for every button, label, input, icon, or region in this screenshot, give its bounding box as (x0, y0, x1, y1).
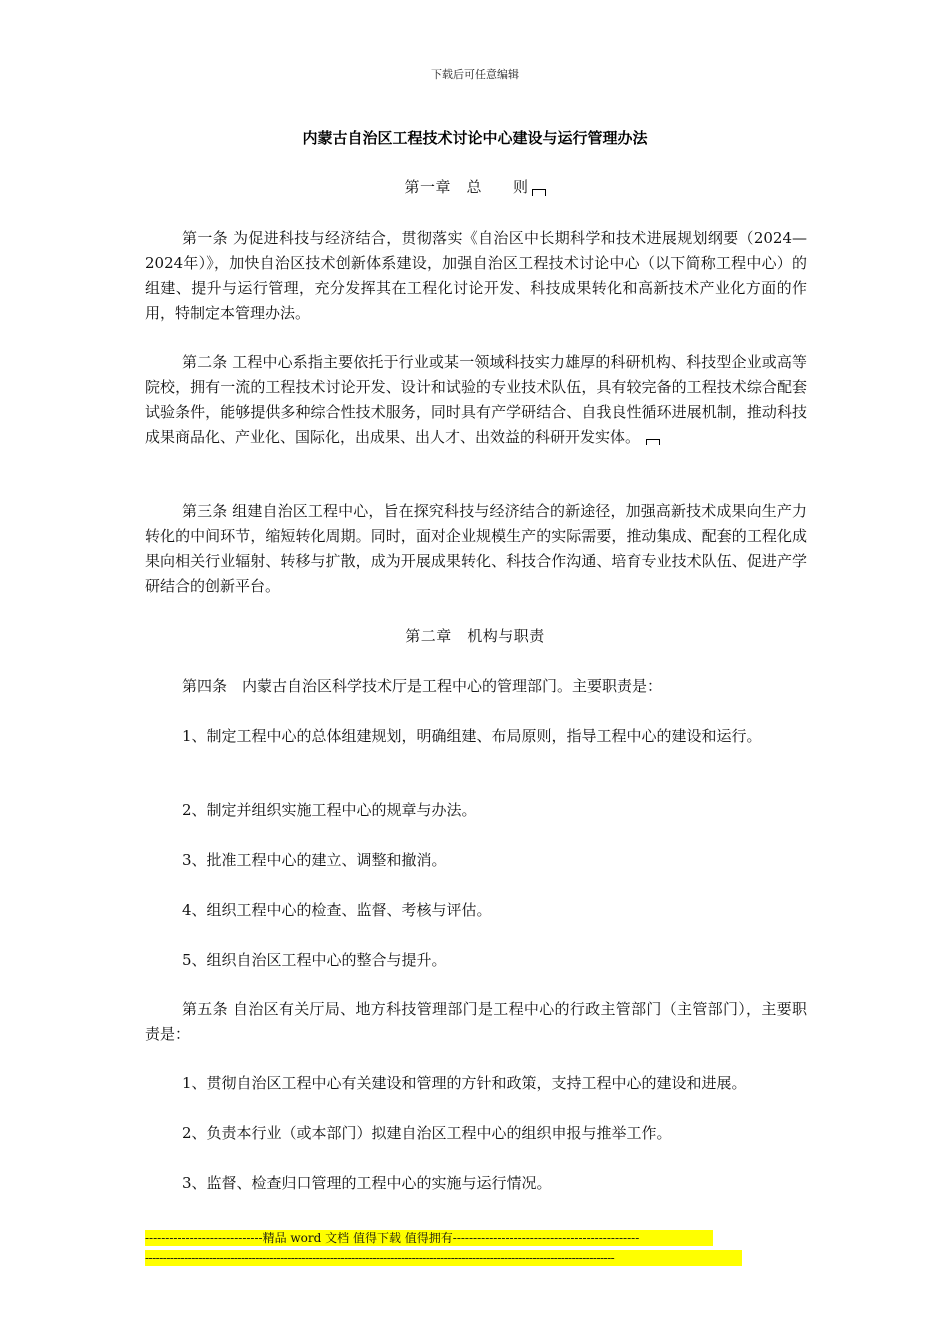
chapter-2-heading (0, 625, 950, 646)
article-5 (145, 997, 807, 1047)
article-5-text: 第五条 自治区有关厅局、地方科技管理部门是工程中心的行政主管部门（主管部门），主要职责是： (145, 1000, 807, 1043)
chapter-2-text: 第二章 机构与职责 (405, 627, 545, 645)
article-4-item-4: 4、组织工程中心的检查、监督、考核与评估。 (182, 901, 492, 919)
footer-line-2: ------------------------------------------------------------------------------------------------------------------------------------ (145, 1250, 742, 1266)
article-2 (145, 350, 807, 450)
bracket-mark-icon (532, 189, 546, 196)
article-2-text: 第二条 工程中心系指主要依托于行业或某一领域科技实力雄厚的科研机构、科技型企业或高等院校，拥有一流的工程技术讨论开发、设计和试验的专业技术队伍，具有较完备的工程技术综合配套试验条件，能够提供多种综合性技术服务，同时具有产学研结合、自我良性循环进展机制，推动科技成果商品化、产业化、国际化，出成果、出人才、出效益的科研开发实体。 (145, 353, 807, 446)
article-3-text: 第三条 组建自治区工程中心，旨在探究科技与经济结合的新途径，加强高新技术成果向生产力转化的中间环节，缩短转化周期。同时，面对企业规模生产的实际需要，推动集成、配套的工程化成果向相关行业辐射、转移与扩散，成为开展成果转化、科技合作沟通、培育专业技术队伍、促进产学研结合的创新平台。 (145, 502, 807, 595)
article-4-item-5: 5、组织自治区工程中心的整合与提升。 (182, 951, 447, 969)
page-header-note: 下载后可任意编辑 (431, 68, 519, 81)
article-4 (145, 674, 807, 699)
article-1-text: 第一条 为促进科技与经济结合，贯彻落实《自治区中长期科学和技术进展规划纲要（2024—2024年）》，加快自治区技术创新体系建设，加强自治区工程技术讨论中心（以下简称工程中心）的组建、提升与运行管理，充分发挥其在工程化讨论开发、科技成果转化和高新技术产业化方面的作用，特制定本管理办法。 (145, 229, 807, 322)
bracket-mark-icon (646, 439, 660, 445)
article-5-item-2: 2、负责本行业（或本部门）拟建自治区工程中心的组织申报与推举工作。 (182, 1124, 672, 1142)
highlighted-footer (145, 1230, 745, 1266)
article-4-item-1: 1、制定工程中心的总体组建规划，明确组建、布局原则，指导工程中心的建设和运行。 (182, 727, 762, 745)
article-5-item-1: 1、贯彻自治区工程中心有关建设和管理的方针和政策，支持工程中心的建设和进展。 (182, 1074, 747, 1092)
article-5-item-3: 3、监督、检查归口管理的工程中心的实施与运行情况。 (182, 1174, 552, 1192)
article-4-item-3: 3、批准工程中心的建立、调整和撤消。 (182, 851, 447, 869)
article-1 (145, 226, 807, 326)
chapter-1-text: 第一章 总 则 (404, 178, 529, 196)
footer-line-1: -----------------------------精品 word 文档 值得下载 值得拥有---------------------------------------------- (145, 1230, 713, 1246)
article-4-text: 第四条 内蒙古自治区科学技术厅是工程中心的管理部门。主要职责是： (182, 677, 663, 695)
document-title: 内蒙古自治区工程技术讨论中心建设与运行管理办法 (302, 129, 648, 147)
article-4-item-2: 2、制定并组织实施工程中心的规章与办法。 (182, 801, 477, 819)
chapter-1-heading (0, 176, 950, 197)
article-3 (145, 499, 807, 599)
